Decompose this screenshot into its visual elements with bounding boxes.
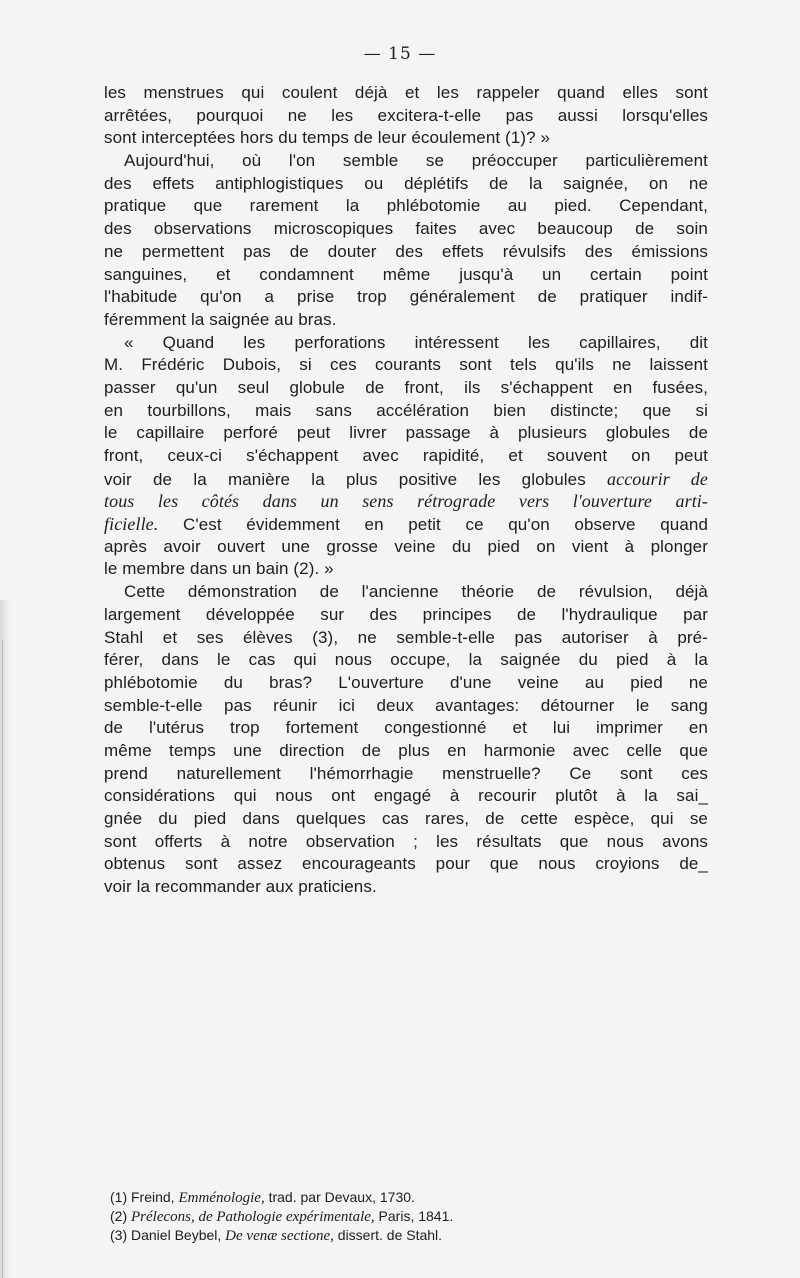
text-segment: considérations qui nous ont engagé à recourir plutôt à la sai_ [104, 786, 708, 806]
text-segment: Stahl et ses élèves (3), ne semble-t-elle pas autoriser à pré- [104, 627, 708, 647]
footnote-title: De venæ sectione, [225, 1228, 334, 1244]
text-line [104, 490, 708, 513]
text-segment: le membre dans un bain (2). » [104, 559, 334, 579]
text-segment: semble-t-elle pas réunir ici deux avantages: détourner le sang [104, 695, 708, 715]
text-line [104, 558, 708, 581]
text-segment: passer qu'un seul globule de front, ils s'échappent en fusées, [104, 377, 708, 397]
footnote-text: trad. par Devaux, 1730. [264, 1189, 415, 1205]
footnote-text: (3) Daniel Beybel, [110, 1227, 226, 1243]
text-segment: ne permettent pas de douter des effets révulsifs des émissions [104, 241, 708, 261]
text-segment: largement développée sur des principes de l'hydraulique par [104, 604, 708, 624]
text-segment: arrêtées, pourquoi ne les excitera-t-elle pas aussi lorsqu'elles [104, 105, 708, 125]
text-segment: le capillaire perforé peut livrer passage à plusieurs globules de [104, 423, 708, 443]
text-line [104, 150, 708, 173]
footnote-title: Prélecons, de Pathologie expérimentale, [131, 1209, 375, 1225]
text-segment: prend naturellement l'hémorrhagie menstruelle? Ce sont ces [104, 763, 708, 783]
text-line [104, 604, 708, 627]
text-line [104, 717, 708, 740]
text-line [104, 195, 708, 218]
footnote-text: dissert. de Stahl. [333, 1227, 443, 1243]
text-segment: obtenus sont assez encourageants pour que nous croyions de_ [104, 854, 708, 874]
text-line [104, 264, 708, 287]
text-segment: voir de la manière la plus positive les globules [104, 469, 586, 489]
footnote-text: Paris, 1841. [374, 1208, 454, 1224]
text-segment: après avoir ouvert une grosse veine du pied on vient à plonger [104, 536, 708, 556]
text-segment: M. Frédéric Dubois, si ces courants sont tels qu'ils ne laissent [104, 355, 708, 375]
text-line [104, 831, 708, 854]
text-segment: Cette démonstration de l'ancienne théorie de révulsion, déjà [124, 582, 708, 602]
text-line [104, 627, 708, 650]
text-segment: sanguines, et condamnent même jusqu'à un certain point [104, 264, 708, 284]
body-text [104, 82, 708, 899]
text-line [104, 853, 708, 876]
page-edge-line [2, 640, 3, 1278]
text-segment: de l'utérus trop fortement congestionné et lui imprimer en [104, 718, 708, 738]
text-line [104, 400, 708, 423]
text-line [104, 354, 708, 377]
italic-text: tous les côtés dans un sens rétrograde vers l'ouverture arti- [104, 491, 708, 512]
text-line [104, 468, 708, 491]
text-segment: féremment la saignée au bras. [104, 309, 337, 329]
italic-text: accourir de [607, 468, 708, 489]
text-segment: C'est évidemment en petit ce qu'on observe quand [183, 515, 708, 535]
text-line [104, 740, 708, 763]
text-segment: front, ceux-ci s'échappent avec rapidité, et souvent on peut [104, 446, 708, 465]
text-line [104, 695, 708, 718]
text-segment: même temps une direction de plus en harmonie avec celle que [104, 740, 708, 760]
text-line [104, 309, 708, 332]
text-line [104, 876, 708, 899]
text-line [104, 332, 708, 355]
text-line [104, 763, 708, 786]
text-line [104, 513, 708, 536]
page-number: — 15 — [363, 44, 437, 64]
text-line [104, 445, 708, 468]
text-segment: gnée du pied dans quelques cas rares, de cette espèce, qui se [104, 809, 708, 828]
text-segment: les menstrues qui coulent déjà et les rappeler quand elles sont [104, 83, 708, 102]
footnote [110, 1188, 710, 1207]
text-line [104, 82, 708, 105]
italic-text: ficielle. [104, 514, 159, 535]
text-line [104, 218, 708, 241]
text-line [104, 105, 708, 128]
text-segment: l'habitude qu'on a prise trop généralement de pratiquer indif- [104, 287, 708, 307]
text-segment: « Quand les perforations intéressent les capillaires, dit [124, 332, 708, 352]
text-segment: voir la recommander aux praticiens. [104, 877, 377, 897]
footnote [110, 1226, 710, 1245]
text-line [104, 581, 708, 604]
footnote [110, 1207, 710, 1226]
text-line [104, 672, 708, 695]
text-line [104, 241, 708, 264]
text-segment: Aujourd'hui, où l'on semble se préoccuper particulièrement [124, 151, 708, 171]
text-segment: sont interceptées hors du temps de leur écoulement (1)? » [104, 128, 551, 148]
text-segment: en tourbillons, mais sans accélération bien distincte; que si [104, 400, 708, 420]
text-line [104, 377, 708, 400]
text-segment: phlébotomie du bras? L'ouverture d'une veine au pied ne [104, 672, 708, 692]
text-line [104, 173, 708, 196]
text-line [104, 286, 708, 309]
text-segment: férer, dans le cas qui nous occupe, la saignée du pied à la [104, 650, 708, 670]
text-segment: des effets antiphlogistiques ou déplétifs de la saignée, on ne [104, 173, 708, 193]
footnotes [110, 1188, 710, 1245]
text-line [104, 649, 708, 672]
footnote-title: Emménologie, [178, 1190, 265, 1206]
text-line [104, 785, 708, 808]
text-segment: sont offerts à notre observation ; les résultats que nous avons [104, 831, 708, 851]
text-line [104, 536, 708, 559]
footnote-text: (2) [110, 1208, 131, 1224]
footnote-text: (1) Freind, [110, 1189, 179, 1205]
text-line [104, 127, 708, 150]
text-line [104, 808, 708, 831]
text-segment: des observations microscopiques faites avec beaucoup de soin [104, 219, 708, 239]
text-line [104, 422, 708, 445]
text-segment: pratique que rarement la phlébotomie au pied. Cependant, [104, 196, 708, 216]
